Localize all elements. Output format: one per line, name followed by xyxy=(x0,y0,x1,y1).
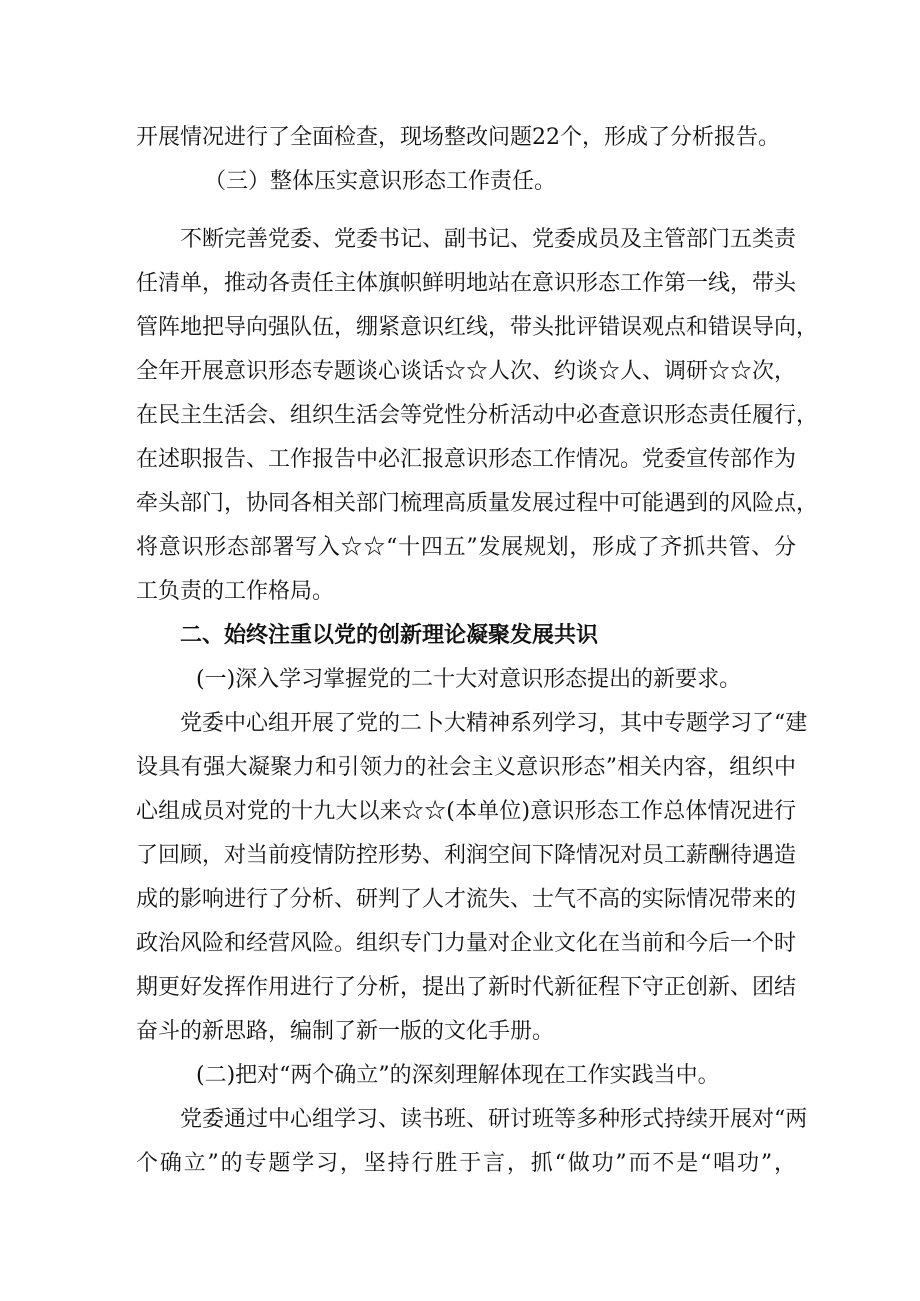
paragraph-line: 开展情况进行了全面检查，现场整改问题22个，形成了分析报告。 xyxy=(136,125,780,150)
paragraph-line: 奋斗的新思路，编制了新一版的文化手册。 xyxy=(136,1019,555,1044)
paragraph-line: 全年开展意识形态专题谈心谈话☆☆人次、约谈☆人、调研☆☆次， xyxy=(136,359,797,384)
section-subheading: (二)把对“两个确立”的深刻理解体现在工作实践当中。 xyxy=(196,1063,720,1088)
section-heading: 二、始终注重以党的创新理论凝聚发展共识 xyxy=(180,623,599,648)
paragraph-line: 牵头部门，协同各相关部门梳理高质量发展过程中可能遇到的风险点， xyxy=(136,491,819,516)
paragraph-line: 党委中心组开展了党的二卜大精神系列学习，其中专题学习了“建 xyxy=(180,711,808,736)
paragraph-line: 了回顾，对当前疫情防控形势、利润空间下降情况对员工薪酬待遇造 xyxy=(136,843,797,868)
paragraph-line: 在民主生活会、组织生活会等党性分析活动中必查意识形态责任履行， xyxy=(136,403,819,428)
section-subheading: (一)深入学习掌握党的二十大对意识形态提出的新要求。 xyxy=(196,667,742,692)
section-subheading: （三）整体压实意识形态工作责任。 xyxy=(204,169,557,194)
paragraph-line: 不断完善党委、党委书记、副书记、党委成员及主管部门五类责 xyxy=(180,227,797,252)
paragraph-line: 个确立”的专题学习，坚持行胜于言，抓“做功”而不是“唱功”， xyxy=(136,1151,796,1176)
paragraph-line: 成的影响进行了分析、研判了人才流失、士气不高的实际情况带来的 xyxy=(136,887,797,912)
paragraph-line: 管阵地把导向强队伍，绷紧意识红线，带头批评错误观点和错误导向， xyxy=(136,315,819,340)
paragraph-line: 工负责的工作格局。 xyxy=(136,579,335,604)
paragraph-line: 任清单，推动各责任主体旗帜鲜明地站在意识形态工作第一线，带头 xyxy=(136,271,797,296)
paragraph-line: 设具有强大凝聚力和引领力的社会主义意识形态”相关内容，组织中 xyxy=(136,755,796,780)
paragraph-line: 政治风险和经营风险。组织专门力量对企业文化在当前和今后一个时 xyxy=(136,931,797,956)
paragraph-line: 将意识形态部署写入☆☆“十四五”发展规划，形成了齐抓共管、分 xyxy=(136,535,796,560)
paragraph-line: 党委通过中心组学习、读书班、研讨班等多种形式持续开展对“两 xyxy=(180,1107,808,1132)
paragraph-line: 期更好发挥作用进行了分析，提出了新时代新征程下守正创新、团结 xyxy=(136,975,797,1000)
paragraph-line: 心组成员对党的十九大以来☆☆(本单位)意识形态工作总体情况进行 xyxy=(136,799,796,824)
paragraph-line: 在述职报告、工作报告中必汇报意识形态工作情况。党委宣传部作为 xyxy=(136,447,797,472)
